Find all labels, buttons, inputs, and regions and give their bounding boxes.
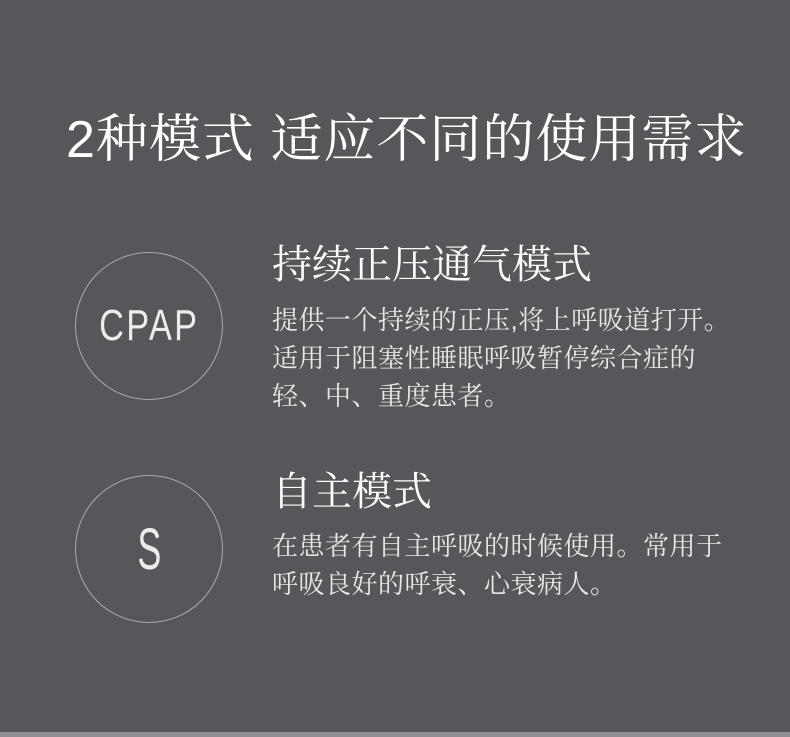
cpap-mode-heading: 持续正压通气模式: [272, 243, 592, 287]
s-mode-description: [272, 527, 762, 603]
s-mode-heading: 自主模式: [272, 470, 432, 514]
bottom-divider-strip: [0, 732, 790, 737]
s-mode-circle-badge: [75, 475, 223, 623]
page-title: 2种模式 适应不同的使用需求: [66, 111, 748, 169]
s-badge-label: S: [137, 516, 161, 582]
cpap-description-line: 轻、中、重度患者。: [272, 381, 511, 411]
cpap-description-line: 提供一个持续的正压,将上呼吸道打开。: [272, 305, 731, 335]
cpap-description-line: 适用于阻塞性睡眠呼吸暂停综合症的: [272, 343, 697, 373]
cpap-mode-description: [272, 301, 762, 415]
s-description-line: 在患者有自主呼吸的时候使用。常用于: [272, 531, 723, 561]
cpap-mode-circle-badge: [75, 252, 223, 400]
cpap-badge-label: CPAP: [98, 301, 200, 350]
s-description-line: 呼吸良好的呼衰、心衰病人。: [272, 569, 617, 599]
